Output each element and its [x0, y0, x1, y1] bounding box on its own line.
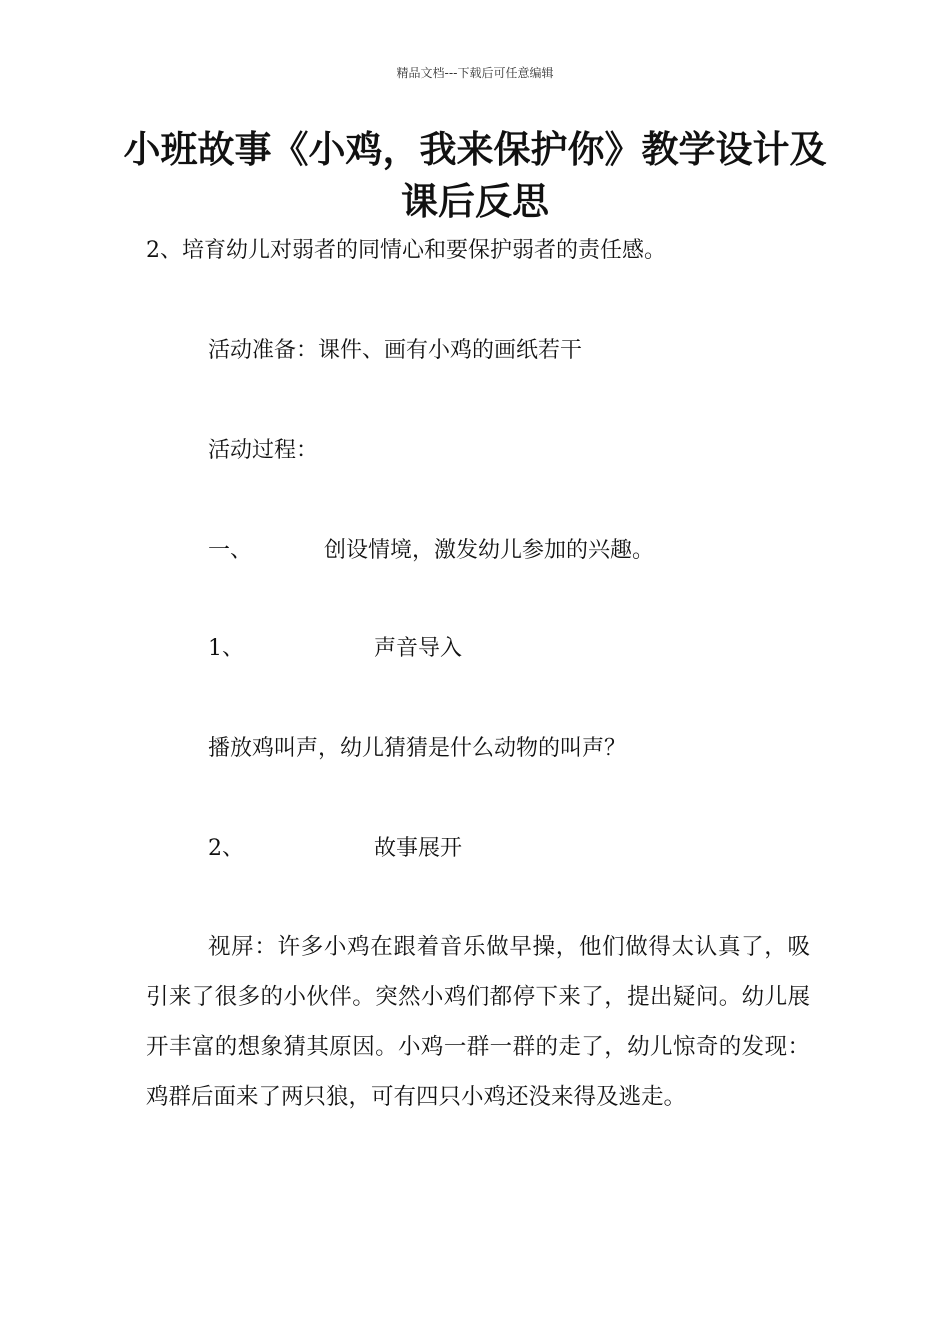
activity-process-heading: 活动过程： — [208, 438, 319, 463]
step-one — [208, 536, 655, 566]
substep-one-text: 声音导入 — [374, 636, 463, 661]
substep-one — [208, 634, 463, 664]
page-header-note: 精品文档---下载后可任意编辑 — [396, 66, 554, 80]
step-one-text: 创设情境，激发幼儿参加的兴趣。 — [324, 538, 655, 563]
substep-two — [208, 834, 463, 864]
activity-preparation: 活动准备：课件、画有小鸡的画纸若干 — [208, 338, 583, 363]
step-one-number: 一、 — [208, 538, 253, 563]
substep-two-text: 故事展开 — [374, 836, 463, 861]
goal-item-2: 2、培育幼儿对弱者的同情心和要保护弱者的责任感。 — [146, 238, 666, 263]
document-title: 小班故事《小鸡，我来保护你》教学设计及课后反思 — [123, 128, 827, 223]
substep-one-detail: 播放鸡叫声，幼儿猜猜是什么动物的叫声？ — [208, 736, 627, 761]
story-paragraph: 视屏：许多小鸡在跟着音乐做早操，他们做得太认真了，吸引来了很多的小伙伴。突然小鸡们都停下来了，提出疑问。幼儿展开丰富的想象猜其原因。小鸡一群一群的走了，幼儿惊奇的发现：鸡群后面来了两只狼，可有四只小鸡还没来得及逃走。 — [146, 934, 810, 1110]
substep-one-number: 1、 — [208, 636, 244, 661]
substep-two-number: 2、 — [208, 836, 244, 861]
